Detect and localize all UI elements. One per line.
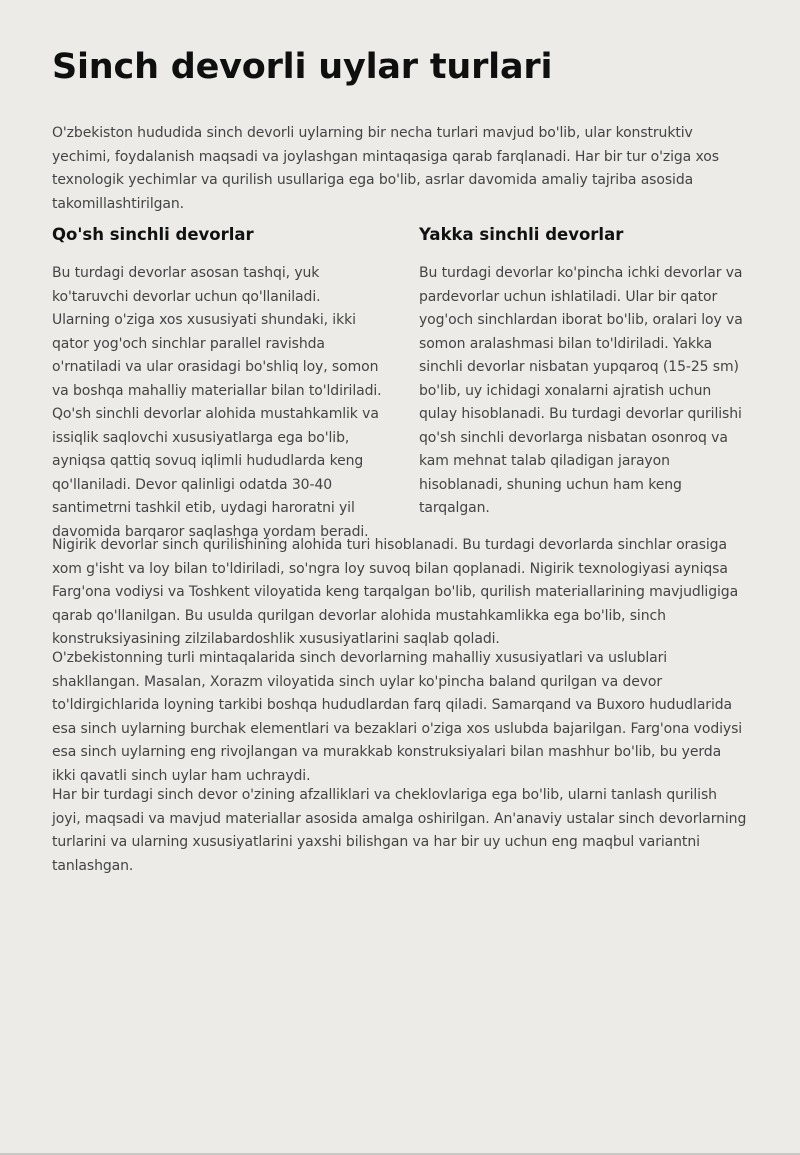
intro-paragraph: O'zbekiston hududida sinch devorli uylarning bir necha turlari mavjud bo'lib, ular konstruktiv yechimi, foydalanish maqsadi va joylashgan mintaqasiga qarab farqlanadi. Har bir tur o'ziga xos texnologik yechimlar va qurilish usullariga ega bo'lib, asrlar davomida amaliy tajriba asosida takomillashtirilgan. [52,125,719,212]
body-paragraph: Har bir turdagi sinch devor o'zining afzalliklari va cheklovlariga ega bo'lib, ularni tanlash qurilish joyi, maqsadi va mavjud materiallar asosida amalga oshirilgan. An'anaviy ustalar sinch devorlarning turlarini va ularning xususiyatlarini yaxshi bilishgan va har bir uy uchun eng maqbul variantni tanlashgan. [52,787,747,874]
column-single-frame [419,222,749,521]
body-paragraph: Nigirik devorlar sinch qurilishining alohida turi hisoblanadi. Bu turdagi devorlarda sinchlar orasiga xom g'isht va loy bilan to'ldiriladi, so'ngra loy suvoq bilan qoplanadi. Nigirik texnologiyasi ayniqsa Farg'ona vodiysi va Toshkent viloyatida keng tarqalgan bo'lib, qurilish materiallarining mavjudligiga qarab qo'llanilgan. Bu usulda qurilgan devorlar alohida mustahkamlikka ega bo'lib, sinch konstruksiyasining zilzilabardoshlik xususiyatlarini saqlab qoladi. [52,537,739,647]
section-heading: Yakka sinchli devorlar [419,225,624,244]
body-paragraph: O'zbekistonning turli mintaqalarida sinch devorlarning mahalliy xususiyatlari va uslublari shakllangan. Masalan, Xorazm viloyatida sinch uylar ko'pincha baland qurilgan va devor to'ldirgichlarida loyning tarkibi boshqa hududlardan farq qiladi. Samarqand va Buxoro hududlarida esa sinch uylarning burchak elementlari va bezaklari o'ziga xos uslubda bajarilgan. Farg'ona vodiysi esa sinch uylarning eng rivojlangan va murakkab konstruksiyalari bilan mashhur bo'lib, bu yerda ikki qavatli sinch uylar ham uchraydi. [52,650,743,784]
section-heading: Qo'sh sinchli devorlar [52,225,254,244]
column-double-frame [52,222,382,544]
section-text: Bu turdagi devorlar asosan tashqi, yuk ko'taruvchi devorlar uchun qo'llaniladi. Ularning o'ziga xos xususiyati shundaki, ikki qator yog'och sinchlar parallel ravishda o'rnatiladi va ular orasidagi bo'shliq loy, somon va boshqa mahalliy materiallar bilan to'ldiriladi. Qo'sh sinchli devorlar alohida mustahkamlik va issiqlik saqlovchi xususiyatlarga ega bo'lib, ayniqsa qattiq sovuq iqlimli hududlarda keng qo'llaniladi. Devor qalinligi odatda 30-40 santimetrni tashkil etib, uydagi haroratni yil davomida barqaror saqlashga yordam beradi. [52,265,382,540]
section-text: Bu turdagi devorlar ko'pincha ichki devorlar va pardevorlar uchun ishlatiladi. Ular bir qator yog'och sinchlardan iborat bo'lib, oralari loy va somon aralashmasi bilan to'ldiriladi. Yakka sinchli devorlar nisbatan yupqaroq (15-25 sm) bo'lib, uy ichidagi xonalarni ajratish uchun qulay hisoblanadi. Bu turdagi devorlar qurilishi qo'sh sinchli devorlarga nisbatan osonroq va kam mehnat talab qiladigan jarayon hisoblanadi, shuning uchun ham keng tarqalgan. [419,265,743,516]
page-title: Sinch devorli uylar turlari [52,47,553,87]
